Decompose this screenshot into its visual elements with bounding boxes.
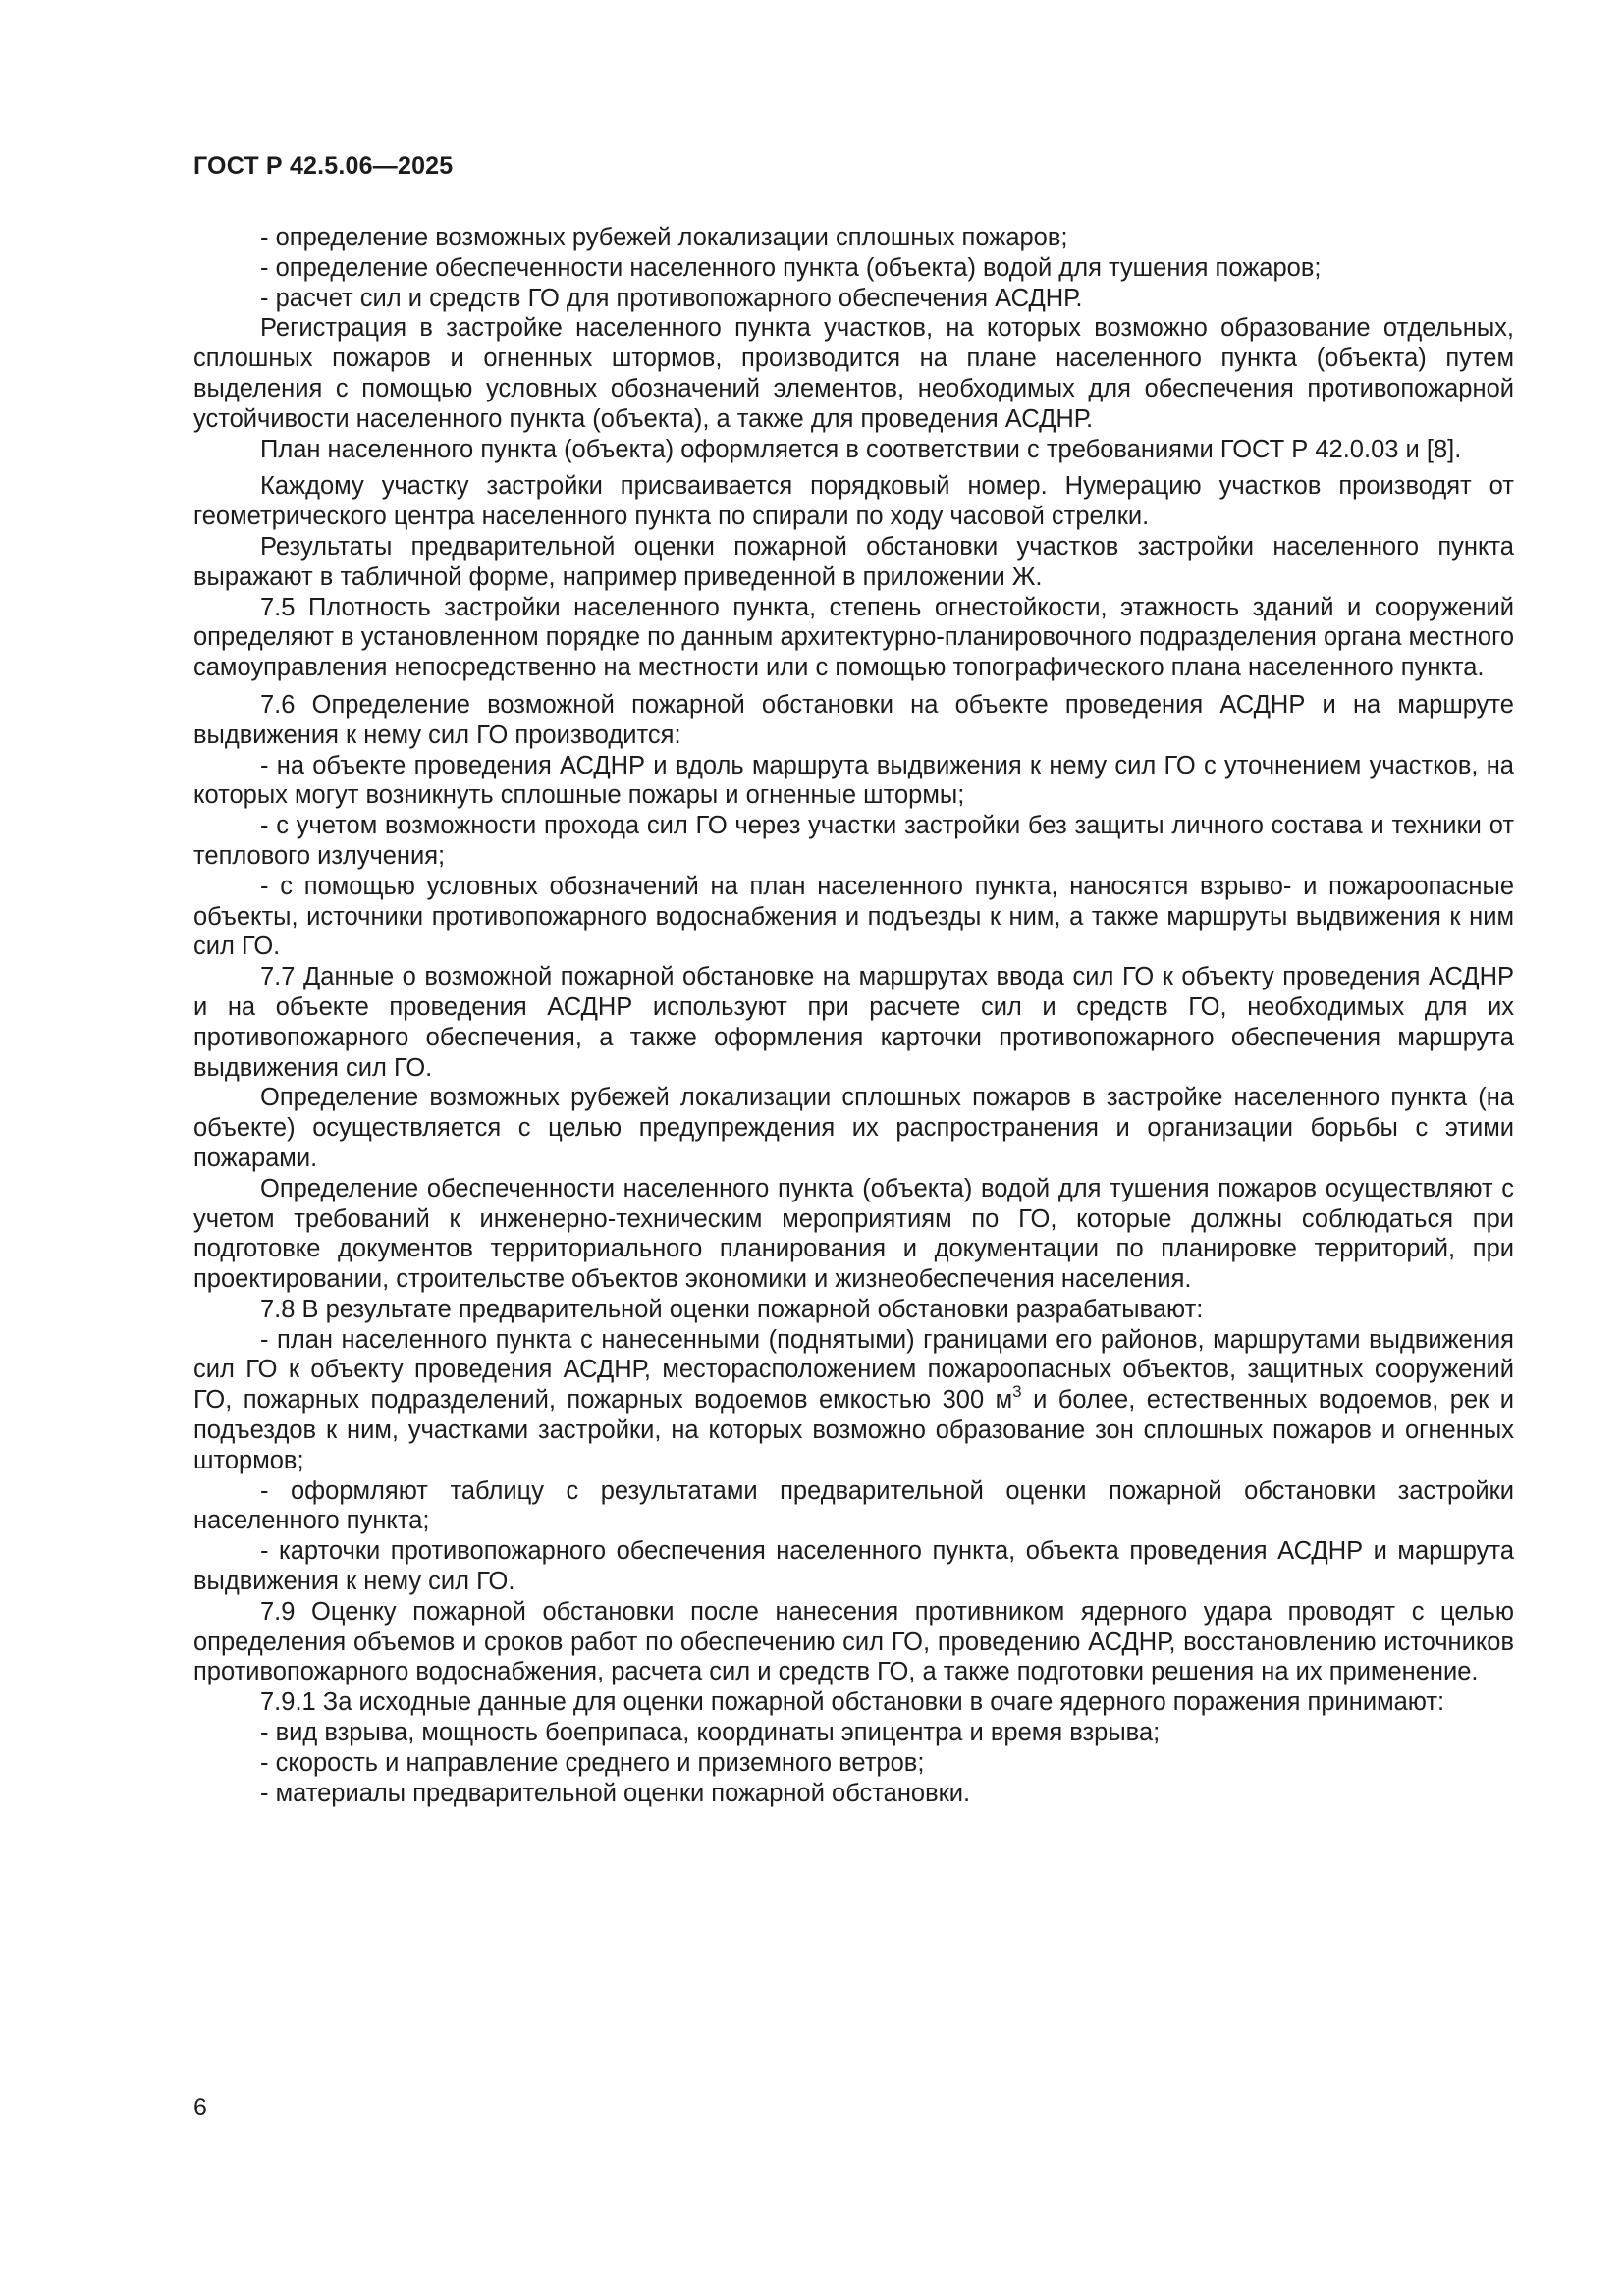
list-item-text: и более, естественных водоемов, рек и подъездов к ним, участками застройки, на которых возможно образование зон сплошных пожаров и огненных штормов; (193, 1386, 1514, 1474)
document-body (193, 223, 1514, 1808)
list-item: - на объекте проведения АСДНР и вдоль маршрута выдвижения к нему сил ГО с уточнением участков, на которых могут возникнуть сплошные пожары и огненные штормы; (193, 751, 1514, 810)
list-item (193, 1325, 1514, 1476)
paragraph: План населенного пункта (объекта) оформляется в соответствии с требованиями ГОСТ Р 42.0.03 и [8]. (260, 435, 1462, 463)
section-7-6: 7.6 Определение возможной пожарной обстановки на объекте проведения АСДНР и на маршруте выдвижения к нему сил ГО производится: (193, 690, 1514, 749)
list-item: - с помощью условных обозначений на план населенного пункта, наносятся взрыво- и пожароопасные объекты, источники противопожарного водоснабжения и подъезды к ним, а также маршруты выдвижения к ним сил ГО. (193, 872, 1514, 961)
list-item: - с учетом возможности прохода сил ГО через участки застройки без защиты личного состава и техники от теплового излучения; (193, 812, 1514, 870)
paragraph: Определение возможных рубежей локализации сплошных пожаров в застройке населенного пункта (на объекте) осуществляется с целью предупреждения их распространения и организации борьбы с этими пожарами. (193, 1084, 1514, 1172)
list-item: - вид взрыва, мощность боеприпаса, координаты эпицентра и время взрыва; (260, 1719, 1161, 1747)
page-number: 6 (193, 2094, 207, 2121)
list-item-text: - план населенного пункта с нанесенными (поднятыми) границами его районов, маршрутами выдвижения сил ГО к объекту проведения АСДНР, месторасположением пожароопасных объектов, защитных сооружений ГО, пожарных подразделений, пожарных водоемов емкостью 300 м (193, 1325, 1514, 1415)
list-item: - определение возможных рубежей локализации сплошных пожаров; (260, 224, 1068, 251)
list-item: - скорость и направление среднего и приземного ветров; (260, 1748, 925, 1777)
list-item: - материалы предварительной оценки пожарной обстановки. (260, 1779, 971, 1807)
paragraph: Результаты предварительной оценки пожарной обстановки участков застройки населенного пункта выражают в табличной форме, например приведенной в приложении Ж. (193, 532, 1514, 591)
section-7-5: 7.5 Плотность застройки населенного пункта, степень огнестойкости, этажность зданий и сооружений определяют в установленном порядке по данным архитектурно-планировочного подразделения органа местного самоуправления непосредственно на местности или с помощью топографического плана населенного пункта. (193, 593, 1514, 682)
list-item: - оформляют таблицу с результатами предварительной оценки пожарной обстановки застройки населенного пункта; (193, 1476, 1514, 1535)
section-7-9-1: 7.9.1 За исходные данные для оценки пожарной обстановки в очаге ядерного поражения принимают: (260, 1688, 1445, 1717)
paragraph: Каждому участку застройки присваивается порядковый номер. Нумерацию участков производят от геометрического центра населенного пункта по спирали по ходу часовой стрелки. (193, 472, 1514, 531)
list-item: - определение обеспеченности населенного пункта (объекта) водой для тушения пожаров; (260, 253, 1322, 282)
section-7-9: 7.9 Оценку пожарной обстановки после нанесения противником ядерного удара проводят с целью определения объемов и сроков работ по обеспечению сил ГО, проведению АСДНР, восстановлению источников противопожарного водоснабжения, расчета сил и средств ГО, а также подготовки решения на их применение. (193, 1597, 1514, 1686)
section-7-7: 7.7 Данные о возможной пожарной обстановке на маршрутах ввода сил ГО к объекту проведения АСДНР и на объекте проведения АСДНР используют при расчете сил и средств ГО, необходимых для их противопожарного обеспечения, а также оформления карточки противопожарного обеспечения маршрута выдвижения сил ГО. (193, 963, 1514, 1082)
superscript: 3 (1012, 1382, 1022, 1402)
document-title: ГОСТ Р 42.5.06—2025 (193, 152, 454, 180)
section-7-8: 7.8 В результате предварительной оценки пожарной обстановки разрабатывают: (260, 1295, 1204, 1323)
list-item: - карточки противопожарного обеспечения населенного пункта, объекта проведения АСДНР и маршрута выдвижения к нему сил ГО. (193, 1537, 1514, 1596)
paragraph: Регистрация в застройке населенного пункта участков, на которых возможно образование отдельных, сплошных пожаров и огненных штормов, производится на плане населенного пункта (объекта) путем выделения с помощью условных обозначений элементов, необходимых для обеспечения противопожарной устойчивости населенного пункта (объекта), а также для проведения АСДНР. (193, 314, 1514, 433)
paragraph: Определение обеспеченности населенного пункта (объекта) водой для тушения пожаров осуществляют с учетом требований к инженерно-техническим мероприятиям по ГО, которые должны соблюдаться при подготовке документов территориального планирования и документации по планировке территорий, при проектировании, строительстве объектов экономики и жизнеобеспечения населения. (193, 1174, 1514, 1294)
list-item: - расчет сил и средств ГО для противопожарного обеспечения АСДНР. (260, 284, 1083, 312)
